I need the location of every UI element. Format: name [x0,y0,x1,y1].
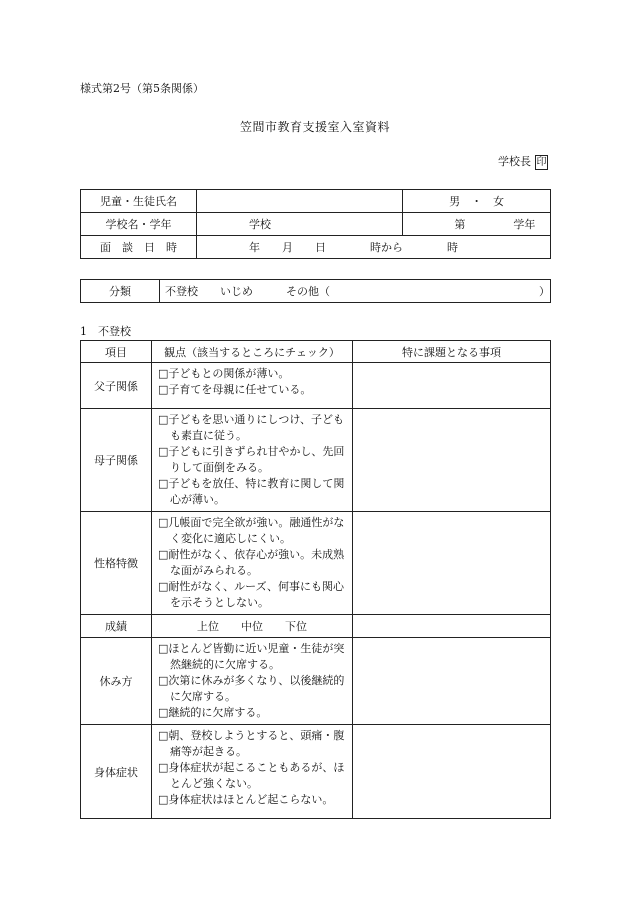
row-item-label: 休み方 [81,638,152,725]
checkbox-option[interactable]: □子育てを母親に任せている。 [158,383,312,396]
issue-note-field[interactable] [353,409,551,512]
checkbox-option[interactable]: □几帳面で完全欲が強い。融通性がなく変化に適応しにくい。 [158,516,345,545]
principal-label: 学校長 [498,155,531,168]
issue-note-field[interactable] [353,725,551,819]
checkbox-option[interactable]: □次第に休みが多くなり、以後継続的に欠席する。 [158,674,345,703]
checklist[interactable] [152,638,353,725]
checkbox-option[interactable]: □子どもに引きずられ甘やかし、先回りして面倒をみる。 [158,445,345,474]
checklist[interactable] [152,512,353,615]
interview-field[interactable]: 年 月 日 時から 時 [196,236,550,259]
header-viewpoint: 観点（該当するところにチェック） [152,341,353,363]
row-item-label: 性格特徴 [81,512,152,615]
checkbox-option[interactable]: □身体症状はほとんど起こらない。 [158,793,334,806]
form-number: 様式第2号（第5条関係） [80,82,204,95]
checkbox-option[interactable]: □ほとんど皆勤に近い児童・生徒が突然継続的に欠席する。 [158,642,345,671]
gender-field[interactable]: 男 ・ 女 [403,190,551,213]
interview-label: 面 談 日 時 [81,236,197,259]
issue-note-field[interactable] [353,638,551,725]
name-field[interactable] [196,190,402,213]
row-item-label: 母子関係 [81,409,152,512]
school-field[interactable]: 学校 [196,213,402,236]
table-row [81,512,551,615]
checklist[interactable] [152,725,353,819]
section-heading: 1 不登校 [80,325,131,338]
row-item-label: 父子関係 [81,363,152,409]
seal-stamp: 印 [536,156,547,168]
name-label: 児童・生徒氏名 [81,190,197,213]
classification-label: 分類 [81,280,160,303]
checkbox-option[interactable]: □身体症状が起こることもあるが、ほとんど強くない。 [158,761,345,790]
page-title: 笠間市教育支援室入室資料 [239,120,390,134]
grade-field[interactable] [403,213,551,236]
classification-table [80,279,551,303]
checkbox-option[interactable]: □継続的に欠席する。 [158,706,268,719]
checklist[interactable] [152,409,353,512]
row-item-label: 成績 [81,615,152,638]
checkbox-option[interactable]: □耐性がなく、ルーズ、何事にも関心を示そうとしない。 [158,580,344,609]
classification-options[interactable]: 不登校 いじめ その他（ ） [160,280,551,303]
student-info-table [80,189,551,259]
issue-note-field[interactable] [353,615,551,638]
issue-note-field[interactable] [353,363,551,409]
grade-options[interactable]: 上位 中位 下位 [152,615,353,638]
row-item-label: 身体症状 [81,725,152,819]
table-row [81,409,551,512]
principal-signature [498,153,548,170]
grade-suffix: 学年 [513,218,536,231]
table-row [81,725,551,819]
header-item: 項目 [81,341,152,363]
table-row [81,615,551,638]
table-row [81,363,551,409]
truancy-table [80,340,551,819]
school-label: 学校名・学年 [81,213,197,236]
checkbox-option[interactable]: □朝、登校しようとすると、頭痛・腹痛等が起きる。 [158,729,345,758]
checkbox-option[interactable]: □子どもを思い通りにしつけ、子どもも素直に従う。 [158,413,344,442]
checkbox-option[interactable]: □耐性がなく、依存心が強い。未成熟な面がみられる。 [158,548,345,577]
checklist[interactable] [152,363,353,409]
issue-note-field[interactable] [353,512,551,615]
grade-prefix: 第 [454,218,466,231]
table-row [81,638,551,725]
header-issues: 特に課題となる事項 [353,341,551,363]
checkbox-option[interactable]: □子どもとの関係が薄い。 [158,367,290,380]
checkbox-option[interactable]: □子どもを放任、特に教育に関して関心が薄い。 [158,477,345,506]
